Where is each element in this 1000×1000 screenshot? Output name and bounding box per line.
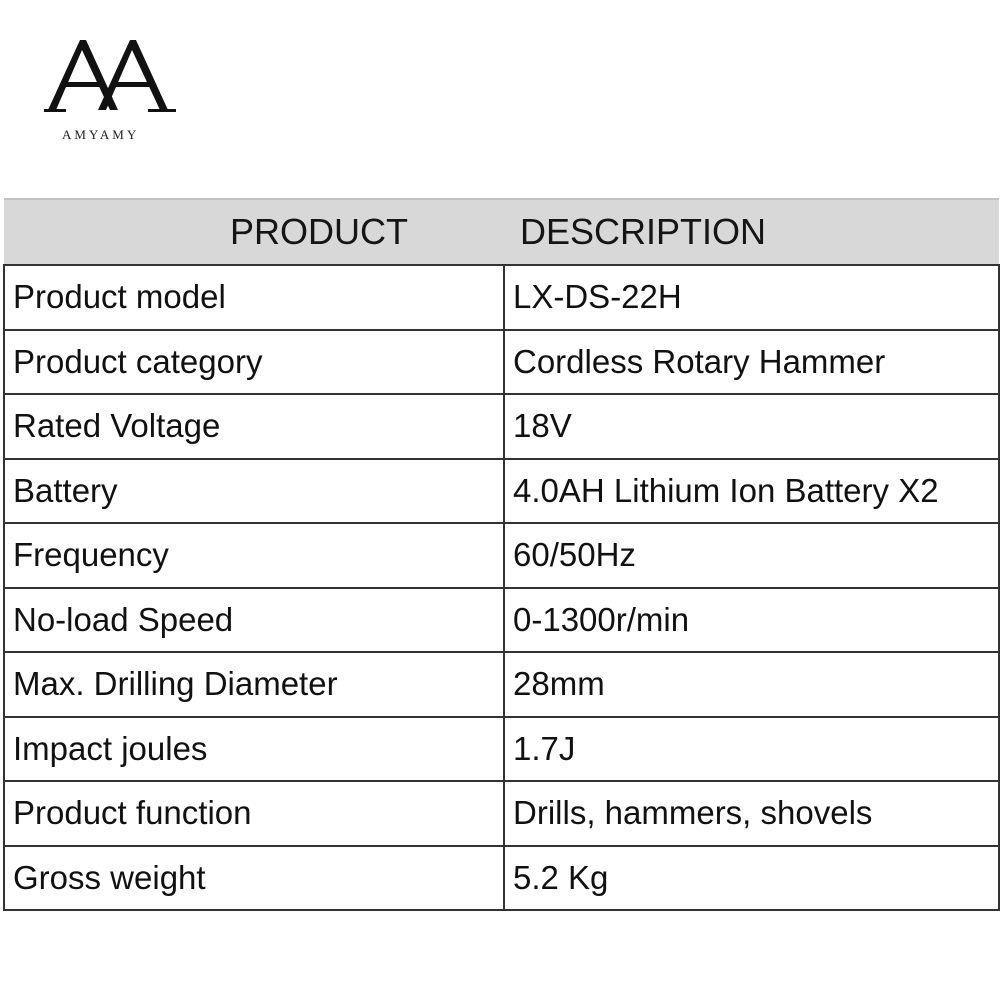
table-row	[4, 588, 999, 653]
table-row	[4, 459, 999, 524]
spec-table	[3, 198, 1000, 911]
row-label: Product model	[4, 265, 504, 330]
row-value: 4.0AH Lithium Ion Battery X2	[504, 459, 999, 524]
row-label: Gross weight	[4, 846, 504, 911]
table-header-row	[4, 199, 999, 265]
table-row	[4, 717, 999, 782]
row-label: Product function	[4, 781, 504, 846]
row-label: Impact joules	[4, 717, 504, 782]
table-row	[4, 846, 999, 911]
row-label: Max. Drilling Diameter	[4, 652, 504, 717]
header-product: PRODUCT	[4, 199, 504, 265]
brand-logo-mark-icon	[44, 34, 180, 114]
row-value: Cordless Rotary Hammer	[504, 330, 999, 395]
table-row	[4, 652, 999, 717]
row-label: Frequency	[4, 523, 504, 588]
row-value: Drills, hammers, shovels	[504, 781, 999, 846]
row-value: 5.2 Kg	[504, 846, 999, 911]
row-label: No-load Speed	[4, 588, 504, 653]
table-row	[4, 523, 999, 588]
row-label: Rated Voltage	[4, 394, 504, 459]
table-row	[4, 265, 999, 330]
header-description: DESCRIPTION	[504, 199, 999, 265]
row-value: 0-1300r/min	[504, 588, 999, 653]
row-label: Battery	[4, 459, 504, 524]
row-label: Product category	[4, 330, 504, 395]
row-value: 28mm	[504, 652, 999, 717]
row-value: 60/50Hz	[504, 523, 999, 588]
table-row	[4, 781, 999, 846]
table-row	[4, 394, 999, 459]
brand-name: AMYAMY	[62, 127, 140, 142]
table-row	[4, 330, 999, 395]
row-value: LX-DS-22H	[504, 265, 999, 330]
row-value: 18V	[504, 394, 999, 459]
row-value: 1.7J	[504, 717, 999, 782]
